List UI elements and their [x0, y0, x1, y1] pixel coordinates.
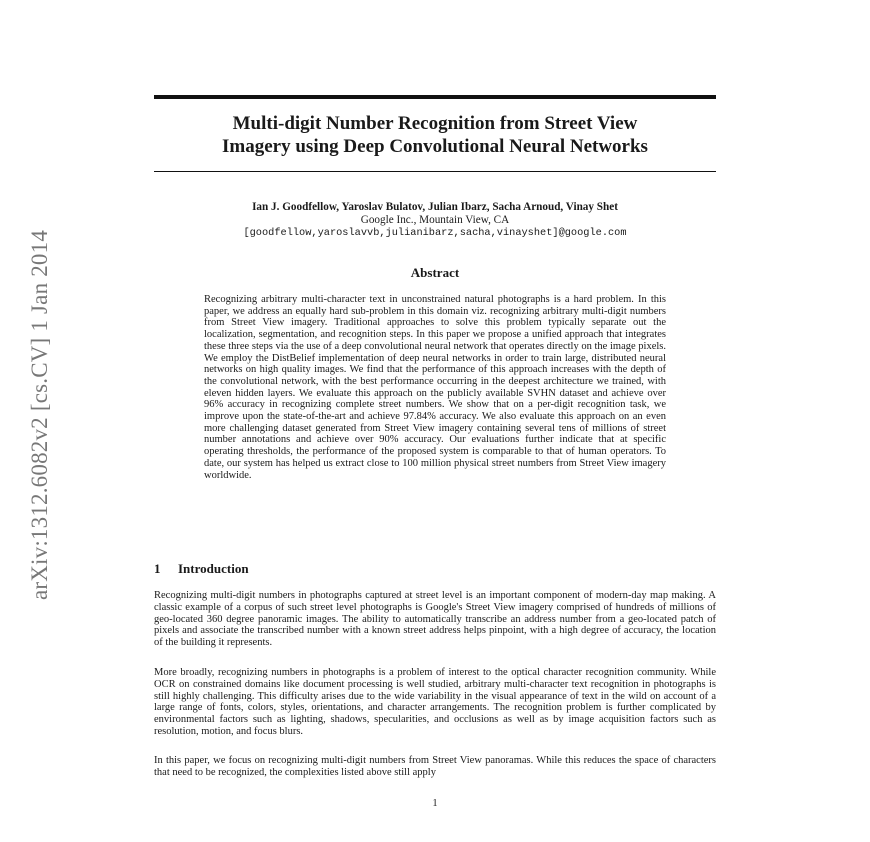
- paper-title: [154, 112, 716, 158]
- section-heading-introduction: [154, 561, 249, 577]
- abstract-heading: Abstract: [410, 265, 460, 280]
- arxiv-identifier: [20, 229, 60, 601]
- intro-paragraph-3: In this paper, we focus on recognizing multi-digit numbers from Street View panoramas. While this reduces the space of characters that need to be recognized, the complexities listed above still apply: [154, 755, 716, 778]
- title-line-2: Imagery using Deep Convolutional Neural Networks: [222, 136, 648, 157]
- abstract-text: Recognizing arbitrary multi-character text in unconstrained natural photographs is a hard problem. In this paper, we address an equally hard sub-problem in this domain viz. recognizing arbitrary multi-digit numbers from Street View imagery. Traditional approaches to solve this problem typically separate out the localization, segmentation, and recognition steps. In this paper we propose a unified approach that integrates these three steps via the use of a deep convolutional neural network that operates directly on the image pixels. We employ the DistBelief implementation of deep neural networks in order to train large, distributed neural networks on high quality images. We find that the performance of this approach increases with the depth of the convolutional network, with the best performance occurring in the deepest architecture we trained, with eleven hidden layers. We evaluate this approach on the publicly available SVHN dataset and achieve over 96% accuracy in recognizing complete street numbers. We show that on a per-digit recognition task, we improve upon the state-of-the-art and achieve 97.84% accuracy. We also evaluate this approach on an even more challenging dataset generated from Street View imagery containing several tens of millions of street number annotations and achieve over 90% accuracy. Our evaluations further indicate that at specific operating thresholds, the performance of the proposed system is comparable to that of human operators. To date, our system has helped us extract close to 100 million physical street numbers from Street View imagery worldwide.: [204, 294, 666, 481]
- title-bottom-rule: [154, 171, 716, 172]
- arxiv-identifier-text: arXiv:1312.6082v2 [cs.CV] 1 Jan 2014: [27, 229, 52, 601]
- author-names: Ian J. Goodfellow, Yaroslav Bulatov, Julian Ibarz, Sacha Arnoud, Vinay Shet: [252, 201, 618, 213]
- title-line-1: Multi-digit Number Recognition from Street View: [232, 113, 638, 134]
- author-block: [154, 201, 716, 240]
- intro-paragraph-2: More broadly, recognizing numbers in photographs is a problem of interest to the optical character recognition community. While OCR on constrained domains like document processing is well studied, arbitrary multi-character text recognition in photographs is still highly challenging. This difficulty arises due to the wide variability in the visual appearance of text in the wild on account of a large range of fonts, colors, styles, orientations, and character arrangements. The recognition problem is further complicated by environmental factors such as lighting, shadows, specularities, and occlusions as well as by image acquisition factors such as resolution, motion, and focus blurs.: [154, 667, 716, 737]
- section-number: 1: [154, 561, 161, 576]
- author-email: [goodfellow,yaroslavvb,julianibarz,sacha,vinayshet]@google.com: [243, 227, 627, 239]
- title-top-rule: [154, 95, 716, 99]
- author-affiliation: Google Inc., Mountain View, CA: [360, 214, 510, 226]
- section-title: Introduction: [178, 561, 249, 576]
- intro-paragraph-1: Recognizing multi-digit numbers in photographs captured at street level is an important component of modern-day map making. A classic example of a corpus of such street level photographs is Google's Street View imagery comprised of hundreds of millions of geo-located 360 degree panoramic images. The ability to automatically transcribe an address number from a geo-located patch of pixels and associate the transcribed number with a known street address helps pinpoint, with a high degree of accuracy, the location of the building it represents.: [154, 590, 716, 649]
- page-number: 1: [432, 798, 438, 809]
